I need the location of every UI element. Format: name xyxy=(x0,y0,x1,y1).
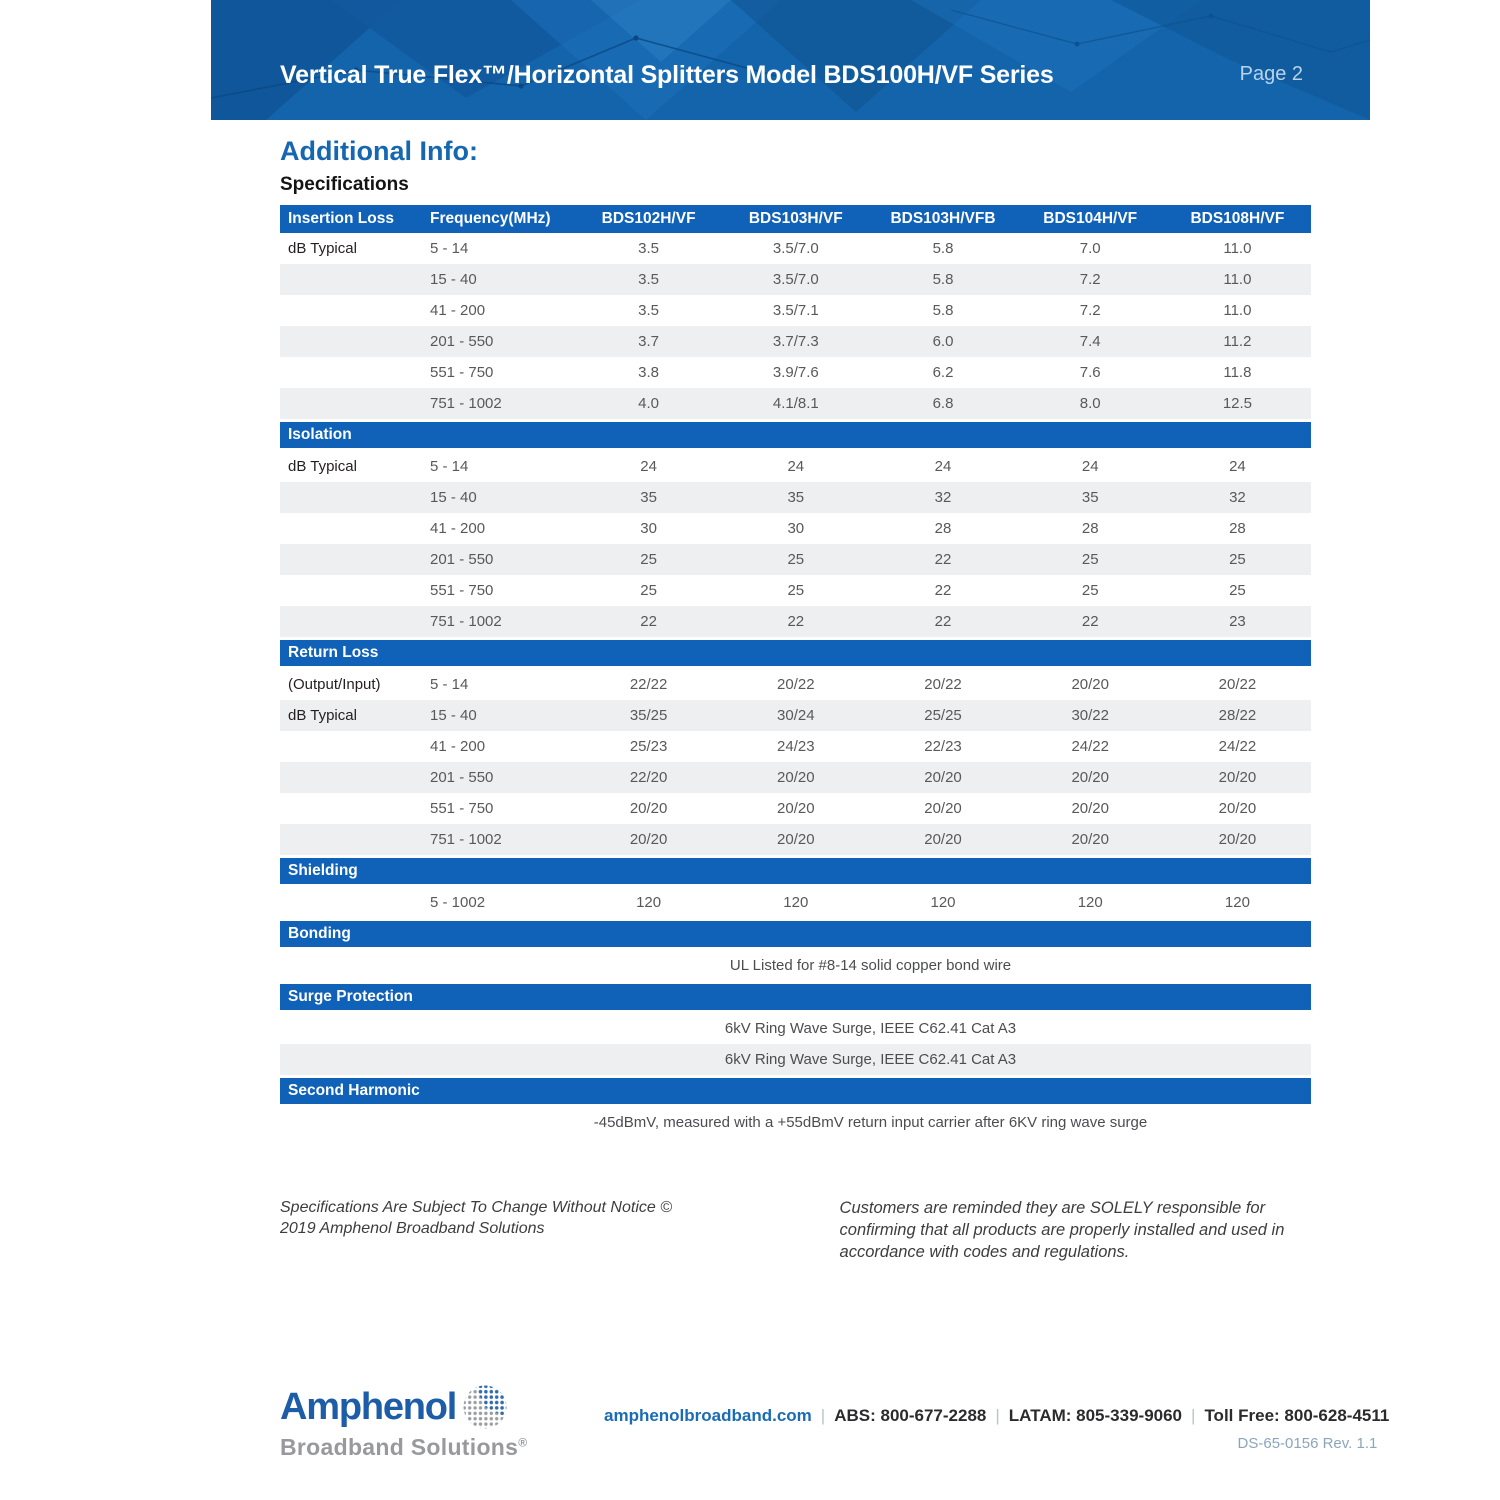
separator: | xyxy=(995,1406,1000,1426)
value-cell: 20/20 xyxy=(924,769,962,786)
value-cell: 35 xyxy=(787,489,805,506)
value-cell: 23 xyxy=(1229,613,1246,630)
value-cell: 25/23 xyxy=(629,738,668,755)
page-header-banner xyxy=(211,0,1370,120)
value-cell: 30 xyxy=(787,520,805,537)
value-cell: 20/20 xyxy=(924,831,962,848)
value-cell: 20/20 xyxy=(629,800,668,817)
row-label: dB Typical xyxy=(288,240,357,257)
row-label: dB Typical xyxy=(288,707,357,724)
value-cell: 20/20 xyxy=(1218,831,1257,848)
value-cell: 20/20 xyxy=(777,831,815,848)
contact-line xyxy=(604,1406,1389,1426)
section-header: Bonding xyxy=(280,921,1311,947)
frequency-cell: 551 - 750 xyxy=(430,364,494,381)
value-cell: 20/20 xyxy=(777,800,815,817)
value-cell: 22 xyxy=(640,613,657,630)
amphenol-logo xyxy=(280,1388,592,1459)
value-cell: 20/20 xyxy=(1218,800,1257,817)
table-row xyxy=(280,700,1311,731)
table-row xyxy=(280,793,1311,824)
value-cell: 6.8 xyxy=(932,395,954,412)
row-label: dB Typical xyxy=(288,458,357,475)
value-cell: 32 xyxy=(1229,489,1246,506)
column-header: BDS108H/VF xyxy=(1190,210,1285,227)
table-row xyxy=(280,824,1311,855)
value-cell: 5.8 xyxy=(932,271,954,288)
value-cell: 24/22 xyxy=(1071,738,1109,755)
value-cell: 20/22 xyxy=(777,676,815,693)
value-cell: 25 xyxy=(787,551,805,568)
value-cell: 3.5 xyxy=(638,302,660,319)
value-cell: 11.0 xyxy=(1223,302,1252,319)
value-cell: 7.2 xyxy=(1079,302,1101,319)
row-label: (Output/Input) xyxy=(288,676,381,693)
value-cell: 28/22 xyxy=(1218,707,1257,724)
value-cell: 3.5 xyxy=(638,240,660,257)
value-cell: 20/22 xyxy=(1218,676,1257,693)
value-cell: 35 xyxy=(1081,489,1099,506)
page-footer xyxy=(280,1386,1390,1461)
value-cell: 35 xyxy=(640,489,657,506)
table-row xyxy=(280,451,1311,482)
right-disclaimer: Customers are reminded they are SOLELY responsible for confirming that all products are properly installed and used in accordance with codes and regulations. xyxy=(839,1199,1285,1261)
value-cell: 24 xyxy=(1081,458,1099,475)
separator: | xyxy=(1191,1406,1196,1426)
value-cell: 6.2 xyxy=(932,364,954,381)
section-header: Second Harmonic xyxy=(280,1078,1311,1104)
value-cell: 12.5 xyxy=(1222,395,1253,412)
value-cell: 11.2 xyxy=(1223,333,1252,350)
value-cell: 28 xyxy=(1229,520,1246,537)
merged-cell: -45dBmV, measured with a +55dBmV return input carrier after 6KV ring wave surge xyxy=(593,1114,1148,1131)
value-cell: 20/22 xyxy=(924,676,962,693)
value-cell: 20/20 xyxy=(1071,676,1109,693)
value-cell: 22 xyxy=(934,582,952,599)
specifications-subheading: Specifications xyxy=(280,174,409,195)
frequency-cell: 41 - 200 xyxy=(430,520,486,537)
banner-polygon-art xyxy=(211,0,1370,120)
value-cell: 120 xyxy=(1224,894,1250,911)
value-cell: 24 xyxy=(787,458,805,475)
value-cell: 22/23 xyxy=(924,738,962,755)
value-cell: 20/20 xyxy=(1071,800,1109,817)
merged-cell: UL Listed for #8-14 solid copper bond wire xyxy=(729,957,1012,974)
frequency-cell: 551 - 750 xyxy=(430,800,494,817)
column-header: BDS103H/VF xyxy=(748,210,843,227)
section-header: Isolation xyxy=(280,422,1311,448)
value-cell: 30 xyxy=(640,520,657,537)
table-row xyxy=(280,606,1311,637)
left-disclaimer: Specifications Are Subject To Change Without Notice © 2019 Amphenol Broadband Solutions xyxy=(280,1199,672,1237)
value-cell: 3.5/7.1 xyxy=(772,302,819,319)
value-cell: 5.8 xyxy=(932,302,954,319)
frequency-cell: 15 - 40 xyxy=(430,271,477,288)
contact-block xyxy=(592,1406,1389,1452)
value-cell: 20/20 xyxy=(924,800,962,817)
contact-tollfree: Toll Free: 800-628-4511 xyxy=(1204,1406,1390,1426)
frequency-cell: 41 - 200 xyxy=(430,738,486,755)
value-cell: 22 xyxy=(934,613,952,630)
value-cell: 120 xyxy=(636,894,662,911)
column-header: BDS104H/VF xyxy=(1043,210,1138,227)
frequency-cell: 15 - 40 xyxy=(430,489,477,506)
value-cell: 3.7 xyxy=(638,333,660,350)
value-cell: 24 xyxy=(1229,458,1246,475)
value-cell: 25 xyxy=(1081,551,1099,568)
disclaimers xyxy=(280,1198,1311,1263)
contact-latam: LATAM: 805-339-9060 xyxy=(1008,1406,1183,1426)
table-row xyxy=(280,357,1311,388)
value-cell: 30/24 xyxy=(777,707,815,724)
logo-sub-text: Broadband Solutions® xyxy=(280,1434,528,1461)
frequency-cell: 551 - 750 xyxy=(430,582,494,599)
value-cell: 4.1/8.1 xyxy=(772,395,819,412)
value-cell: 22/20 xyxy=(629,769,668,786)
frequency-cell: 5 - 1002 xyxy=(430,894,486,911)
frequency-cell: 751 - 1002 xyxy=(430,395,502,412)
value-cell: 11.0 xyxy=(1223,271,1252,288)
table-row xyxy=(280,233,1311,264)
value-cell: 7.6 xyxy=(1079,364,1101,381)
table-row xyxy=(280,762,1311,793)
table-row xyxy=(280,575,1311,606)
contact-abs: ABS: 800-677-2288 xyxy=(834,1406,987,1426)
value-cell: 20/20 xyxy=(1071,831,1109,848)
additional-info-heading: Additional Info: xyxy=(280,136,478,166)
frequency-cell: 5 - 14 xyxy=(430,458,469,475)
value-cell: 24 xyxy=(640,458,657,475)
value-cell: 30/22 xyxy=(1071,707,1109,724)
value-cell: 22/22 xyxy=(629,676,668,693)
column-header: BDS102H/VF xyxy=(601,210,696,227)
table-row xyxy=(280,731,1311,762)
frequency-cell: 5 - 14 xyxy=(430,240,469,257)
value-cell: 7.4 xyxy=(1079,333,1101,350)
value-cell: 3.5 xyxy=(638,271,660,288)
frequency-cell: 751 - 1002 xyxy=(430,613,502,630)
value-cell: 25 xyxy=(1081,582,1099,599)
value-cell: 25 xyxy=(1229,551,1246,568)
frequency-cell: 15 - 40 xyxy=(430,707,477,724)
frequency-cell: 201 - 550 xyxy=(430,769,494,786)
value-cell: 11.8 xyxy=(1223,364,1252,381)
value-cell: 24/22 xyxy=(1218,738,1257,755)
value-cell: 120 xyxy=(1077,894,1103,911)
frequency-cell: 201 - 550 xyxy=(430,551,494,568)
table-row xyxy=(280,1013,1311,1044)
merged-cell: 6kV Ring Wave Surge, IEEE C62.41 Cat A3 xyxy=(724,1020,1017,1037)
value-cell: 25/25 xyxy=(924,707,962,724)
table-row xyxy=(280,295,1311,326)
value-cell: 4.0 xyxy=(638,395,660,412)
value-cell: 22 xyxy=(934,551,952,568)
spec-table xyxy=(280,205,1311,1138)
table-row xyxy=(280,513,1311,544)
table-row xyxy=(280,1107,1311,1138)
value-cell: 3.5/7.0 xyxy=(772,271,819,288)
table-row xyxy=(280,482,1311,513)
value-cell: 7.0 xyxy=(1079,240,1101,257)
table-row xyxy=(280,887,1311,918)
doc-revision: DS-65-0156 Rev. 1.1 xyxy=(1237,1435,1378,1453)
value-cell: 20/20 xyxy=(1218,769,1257,786)
value-cell: 24 xyxy=(934,458,952,475)
column-header: Frequency(MHz) xyxy=(430,210,551,227)
table-row xyxy=(280,264,1311,295)
table-row xyxy=(280,950,1311,981)
separator: | xyxy=(820,1406,826,1426)
value-cell: 7.2 xyxy=(1079,271,1101,288)
frequency-cell: 41 - 200 xyxy=(430,302,486,319)
value-cell: 20/20 xyxy=(1071,769,1109,786)
value-cell: 25 xyxy=(787,582,805,599)
frequency-cell: 5 - 14 xyxy=(430,676,469,693)
value-cell: 28 xyxy=(934,520,952,537)
value-cell: 11.0 xyxy=(1223,240,1252,257)
value-cell: 5.8 xyxy=(932,240,954,257)
frequency-cell: 201 - 550 xyxy=(430,333,494,350)
table-row xyxy=(280,1044,1311,1075)
table-header-row xyxy=(280,205,1311,233)
value-cell: 32 xyxy=(934,489,952,506)
value-cell: 3.9/7.6 xyxy=(772,364,819,381)
value-cell: 6.0 xyxy=(932,333,954,350)
logo-brand-text: Amphenol xyxy=(280,1386,457,1429)
value-cell: 3.8 xyxy=(638,364,660,381)
value-cell: 3.7/7.3 xyxy=(772,333,819,350)
table-row xyxy=(280,669,1311,700)
table-row xyxy=(280,388,1311,419)
page-title: Vertical True Flex™/Horizontal Splitters Model BDS100H/VF Series xyxy=(280,61,1054,89)
value-cell: 25 xyxy=(1229,582,1246,599)
section-header: Shielding xyxy=(280,858,1311,884)
frequency-cell: 751 - 1002 xyxy=(430,831,502,848)
page-content xyxy=(280,136,1390,1461)
value-cell: 8.0 xyxy=(1079,395,1101,412)
value-cell: 20/20 xyxy=(777,769,815,786)
value-cell: 22 xyxy=(1081,613,1099,630)
value-cell: 3.5/7.0 xyxy=(772,240,819,257)
column-header: BDS103H/VFB xyxy=(890,210,996,227)
value-cell: 120 xyxy=(930,894,956,911)
globe-icon xyxy=(462,1384,508,1435)
table-row xyxy=(280,326,1311,357)
value-cell: 22 xyxy=(787,613,805,630)
page-number: Page 2 xyxy=(1239,63,1303,85)
column-header: Insertion Loss xyxy=(288,210,394,227)
value-cell: 25 xyxy=(640,551,657,568)
value-cell: 28 xyxy=(1081,520,1099,537)
value-cell: 25 xyxy=(640,582,657,599)
value-cell: 120 xyxy=(783,894,809,911)
value-cell: 35/25 xyxy=(629,707,668,724)
value-cell: 20/20 xyxy=(629,831,668,848)
section-header: Return Loss xyxy=(280,640,1311,666)
table-row xyxy=(280,544,1311,575)
merged-cell: 6kV Ring Wave Surge, IEEE C62.41 Cat A3 xyxy=(724,1051,1017,1068)
website-link: amphenolbroadband.com xyxy=(604,1406,812,1426)
value-cell: 24/23 xyxy=(777,738,815,755)
section-header: Surge Protection xyxy=(280,984,1311,1010)
datasheet-page xyxy=(211,0,1390,1461)
